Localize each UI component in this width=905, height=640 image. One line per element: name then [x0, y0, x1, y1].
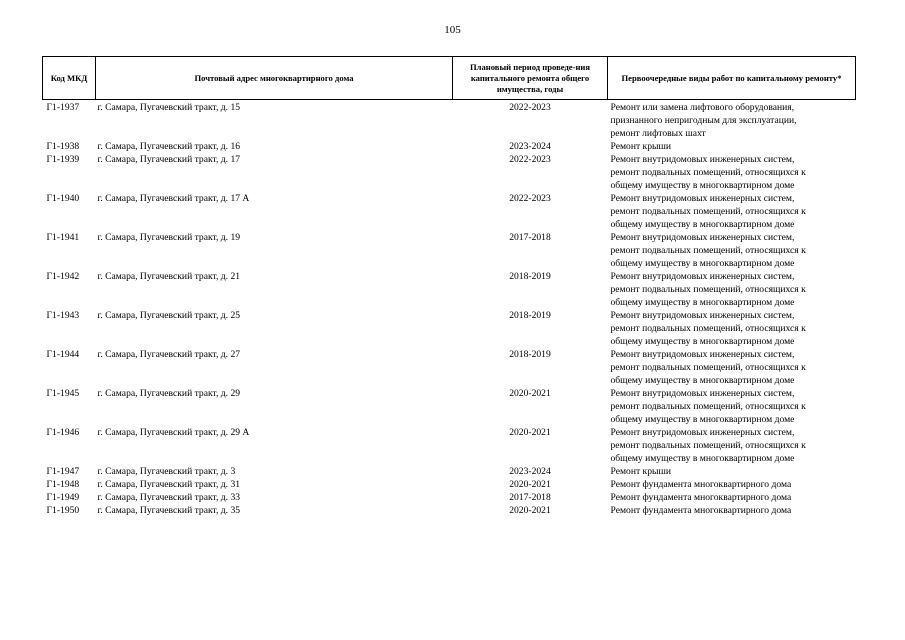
priority-works [608, 491, 856, 504]
postal-address: г. Самара, Пугачевский тракт, д. 29 [97, 388, 241, 399]
repair-period: 2020-2021 [509, 505, 551, 516]
mkd-code: Г1-1947 [46, 466, 80, 477]
works-line: ремонт подвальных помещений, относящихся к [610, 245, 806, 256]
mkd-code: Г1-1945 [46, 388, 80, 399]
works-line: Ремонт внутридомовых инженерных систем, [610, 388, 795, 399]
priority-works [608, 387, 856, 426]
works-line: ремонт подвальных помещений, относящихся к [610, 440, 806, 451]
repair-period: 2022-2023 [509, 102, 551, 113]
works-line: ремонт подвальных помещений, относящихся к [610, 167, 806, 178]
priority-works [608, 270, 856, 309]
works-line: ремонт подвальных помещений, относящихся к [610, 284, 806, 295]
works-line: Ремонт внутридомовых инженерных систем, [610, 310, 795, 321]
table-row [43, 270, 856, 309]
works-line: Ремонт внутридомовых инженерных систем, [610, 271, 795, 282]
repair-period: 2023-2024 [509, 141, 551, 152]
mkd-code: Г1-1948 [46, 479, 80, 490]
works-line: общему имуществу в многоквартирном доме [610, 219, 795, 230]
works-line: общему имуществу в многоквартирном доме [610, 414, 795, 425]
table-header [43, 57, 856, 100]
table-row [43, 426, 856, 465]
header-period: Плановый период проведе-ния капитального ремонта общего имущества, годы [453, 57, 608, 100]
postal-address: г. Самара, Пугачевский тракт, д. 31 [97, 479, 241, 490]
priority-works [608, 348, 856, 387]
table-row [43, 504, 856, 517]
mkd-code: Г1-1941 [46, 232, 80, 243]
header-code: Код МКД [43, 57, 96, 100]
repair-period: 2022-2023 [509, 193, 551, 204]
postal-address: г. Самара, Пугачевский тракт, д. 27 [97, 349, 241, 360]
works-line: ремонт подвальных помещений, относящихся к [610, 323, 806, 334]
works-line: ремонт подвальных помещений, относящихся к [610, 206, 806, 217]
postal-address: г. Самара, Пугачевский тракт, д. 17 [97, 154, 241, 165]
mkd-code: Г1-1942 [46, 271, 80, 282]
repair-schedule-table [42, 56, 856, 517]
repair-period: 2020-2021 [509, 388, 551, 399]
table-row [43, 491, 856, 504]
repair-period: 2023-2024 [509, 466, 551, 477]
postal-address: г. Самара, Пугачевский тракт, д. 29 А [97, 427, 250, 438]
priority-works [608, 140, 856, 153]
table-body [43, 100, 856, 518]
repair-period: 2018-2019 [509, 310, 551, 321]
table-row [43, 140, 856, 153]
table-row [43, 478, 856, 491]
priority-works [608, 504, 856, 517]
mkd-code: Г1-1937 [46, 102, 80, 113]
postal-address: г. Самара, Пугачевский тракт, д. 35 [97, 505, 241, 516]
works-line: Ремонт фундамента многоквартирного дома [610, 492, 792, 503]
works-line: общему имуществу в многоквартирном доме [610, 297, 795, 308]
repair-period: 2018-2019 [509, 349, 551, 360]
page-number: 105 [444, 24, 461, 36]
works-line: Ремонт фундамента многоквартирного дома [610, 505, 792, 516]
works-line: Ремонт внутридомовых инженерных систем, [610, 349, 795, 360]
mkd-code: Г1-1944 [46, 349, 80, 360]
works-line: Ремонт фундамента многоквартирного дома [610, 479, 792, 490]
postal-address: г. Самара, Пугачевский тракт, д. 17 А [97, 193, 250, 204]
works-line: Ремонт внутридомовых инженерных систем, [610, 427, 795, 438]
works-line: Ремонт крыши [610, 141, 671, 152]
postal-address: г. Самара, Пугачевский тракт, д. 21 [97, 271, 241, 282]
mkd-code: Г1-1949 [46, 492, 80, 503]
repair-period: 2022-2023 [509, 154, 551, 165]
postal-address: г. Самара, Пугачевский тракт, д. 16 [97, 141, 241, 152]
priority-works [608, 153, 856, 192]
works-line: Ремонт внутридомовых инженерных систем, [610, 154, 795, 165]
table-row [43, 465, 856, 478]
table-row [43, 309, 856, 348]
works-line: признанного непригодным для эксплуатации, [610, 115, 797, 126]
works-line: Ремонт внутридомовых инженерных систем, [610, 232, 795, 243]
priority-works [608, 231, 856, 270]
table-row [43, 192, 856, 231]
header-address: Почтовый адрес многоквартирного дома [96, 57, 453, 100]
header-works: Первоочередные виды работ по капитальному ремонту* [608, 57, 856, 100]
table-row [43, 387, 856, 426]
mkd-code: Г1-1940 [46, 193, 80, 204]
works-line: общему имуществу в многоквартирном доме [610, 258, 795, 269]
mkd-code: Г1-1943 [46, 310, 80, 321]
priority-works [608, 100, 856, 141]
priority-works [608, 192, 856, 231]
header-row [43, 57, 856, 100]
table-row [43, 153, 856, 192]
priority-works [608, 309, 856, 348]
works-line: общему имуществу в многоквартирном доме [610, 375, 795, 386]
priority-works [608, 478, 856, 491]
postal-address: г. Самара, Пугачевский тракт, д. 19 [97, 232, 241, 243]
mkd-code: Г1-1946 [46, 427, 80, 438]
repair-period: 2017-2018 [509, 232, 551, 243]
works-line: Ремонт или замена лифтового оборудования, [610, 102, 795, 113]
table-row [43, 231, 856, 270]
works-line: общему имуществу в многоквартирном доме [610, 336, 795, 347]
table-row [43, 348, 856, 387]
postal-address: г. Самара, Пугачевский тракт, д. 25 [97, 310, 241, 321]
works-line: Ремонт крыши [610, 466, 671, 477]
table-row [43, 100, 856, 141]
postal-address: г. Самара, Пугачевский тракт, д. 15 [97, 102, 241, 113]
works-line: ремонт лифтовых шахт [610, 128, 706, 139]
mkd-code: Г1-1938 [46, 141, 80, 152]
repair-period: 2018-2019 [509, 271, 551, 282]
postal-address: г. Самара, Пугачевский тракт, д. 3 [97, 466, 236, 477]
repair-period: 2020-2021 [509, 479, 551, 490]
priority-works [608, 426, 856, 465]
mkd-code: Г1-1939 [46, 154, 80, 165]
repair-period: 2017-2018 [509, 492, 551, 503]
priority-works [608, 465, 856, 478]
works-line: общему имуществу в многоквартирном доме [610, 180, 795, 191]
works-line: Ремонт внутридомовых инженерных систем, [610, 193, 795, 204]
works-line: ремонт подвальных помещений, относящихся к [610, 401, 806, 412]
postal-address: г. Самара, Пугачевский тракт, д. 33 [97, 492, 241, 503]
works-line: ремонт подвальных помещений, относящихся к [610, 362, 806, 373]
repair-period: 2020-2021 [509, 427, 551, 438]
mkd-code: Г1-1950 [46, 505, 80, 516]
works-line: общему имуществу в многоквартирном доме [610, 453, 795, 464]
